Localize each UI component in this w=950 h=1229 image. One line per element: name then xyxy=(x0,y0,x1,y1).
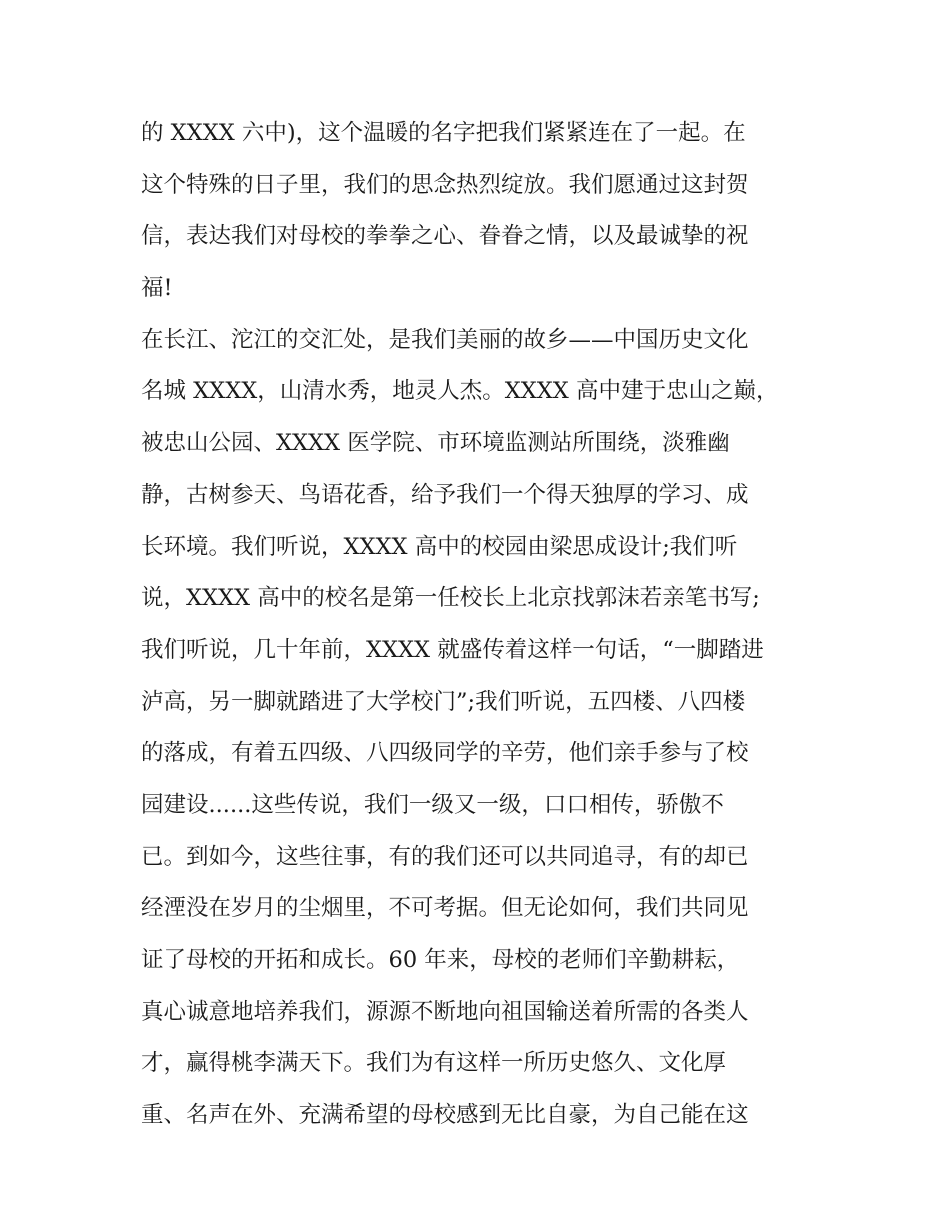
text-line: 才，赢得桃李满天下。我们为有这样一所历史悠久、文化厚 xyxy=(141,1050,727,1077)
text-line: 的落成，有着五四级、八四级同学的辛劳，他们亲手参与了校 xyxy=(141,740,749,767)
letter-body xyxy=(141,108,821,1142)
text-line: 重、名声在外、充满希望的母校感到无比自豪，为自己能在这 xyxy=(141,1102,749,1129)
text-line: 在长江、沱江的交汇处，是我们美丽的故乡——中国历史文化 xyxy=(141,326,749,353)
text-line: 被忠山公园、XXXX 医学院、市环境监测站所围绕，淡雅幽 xyxy=(141,430,730,457)
text-line: 我们听说，几十年前，XXXX 就盛传着这样一句话，“一脚踏进 xyxy=(141,636,764,663)
text-line: 福! xyxy=(141,275,173,302)
text-line: 名城 XXXX，山清水秀，地灵人杰。XXXX 高中建于忠山之巅， xyxy=(141,378,779,405)
text-line: 园建设......这些传说，我们一级又一级，口口相传，骄傲不 xyxy=(141,791,724,818)
text-line: 经湮没在岁月的尘烟里，不可考据。但无论如何，我们共同见 xyxy=(141,895,749,922)
text-line: 长环境。我们听说，XXXX 高中的校园由梁思成设计;我们听 xyxy=(141,533,738,560)
text-line: 信，表达我们对母校的拳拳之心、眷眷之情，以及最诚挚的祝 xyxy=(141,223,749,250)
text-line: 说，XXXX 高中的校名是第一任校长上北京找郭沫若亲笔书写; xyxy=(141,585,760,612)
text-line: 真心诚意地培养我们，源源不断地向祖国输送着所需的各类人 xyxy=(141,998,749,1025)
text-line: 静，古树参天、鸟语花香，给予我们一个得天独厚的学习、成 xyxy=(141,481,749,508)
text-line: 证了母校的开拓和成长。60 年来，母校的老师们辛勤耕耘， xyxy=(141,947,740,973)
text-line: 已。到如今，这些往事，有的我们还可以共同追寻，有的却已 xyxy=(141,843,749,870)
text-line: 这个特殊的日子里，我们的思念热烈绽放。我们愿通过这封贺 xyxy=(141,171,749,198)
text-line: 泸高，另一脚就踏进了大学校门”;我们听说，五四楼、八四楼 xyxy=(141,688,746,715)
text-line: 的 XXXX 六中)，这个温暖的名字把我们紧紧连在了一起。在 xyxy=(141,120,746,146)
